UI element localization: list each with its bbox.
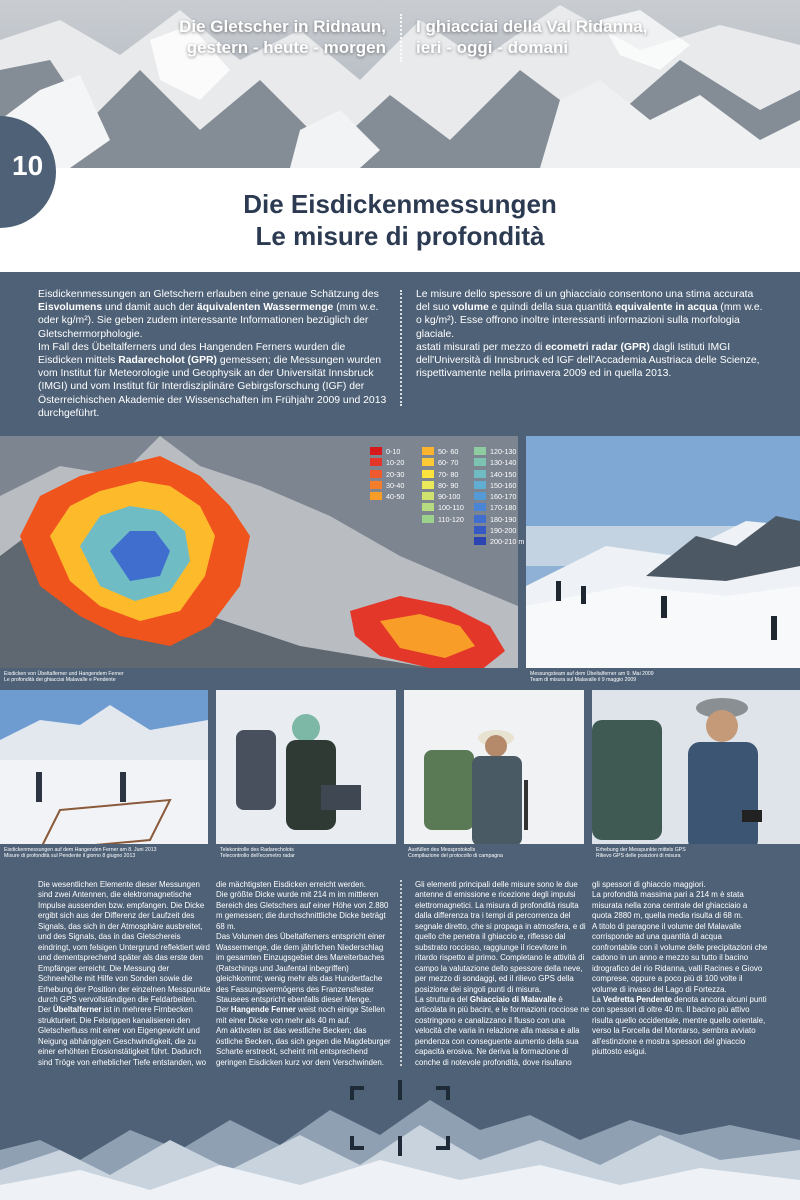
ice-thickness-map [0, 436, 525, 686]
intro-text-it: Le misure dello spessore di un ghiacciaio consentono una stima accurata del suo volume e quindi della sua quantità equivalente in acqua (mm w.e. o kg/m²). Esse offrono inoltre interessanti informazioni sulla morfologia glaciale. astati misurati per mezzo di ecometri radar (GPR) dagli Istituti IMGI dell'Università di Innsbruck ed IGF dell'Accademia Austriaca delle Scienze, rispettivamente nella primavera 2009 ed in quella 2013. [416, 289, 763, 380]
legend-label: 80- 90 [438, 480, 459, 490]
legend-label: 180-190 [490, 514, 517, 524]
legend-swatch [370, 447, 382, 455]
header-mountain-photo [0, 0, 800, 168]
legend-swatch [370, 458, 382, 466]
legend-label: 110-120 [438, 514, 464, 524]
legend-label: 130-140 [490, 458, 517, 468]
body-divider [400, 880, 402, 1066]
legend-label: 50- 60 [438, 447, 459, 456]
legend-label: 20-30 [386, 469, 405, 479]
legend-entry [474, 536, 524, 547]
legend-entry [474, 514, 524, 525]
team-photo [526, 436, 800, 686]
legend-entry [370, 480, 404, 491]
p2-caption: Telekontrolle des Radarecholots Telecontrollo dell'ecometro radar [220, 846, 295, 859]
legend-swatch [474, 515, 486, 523]
legend-label: 190-200 [490, 526, 517, 536]
header-title-it-line1: I ghiacciai della Val Ridanna, [416, 17, 648, 36]
legend-swatch [474, 503, 486, 511]
legend-label: 40-50 [386, 492, 405, 502]
legend-label: 120-130 [490, 447, 517, 456]
map-caption: Eisdicken von Übeltalferner und Hangendem Ferner Le profondità dei ghiacciai Malavalle e Pendente [4, 670, 124, 683]
page-title-de: Die Eisdickenmessungen [243, 189, 557, 219]
legend-swatch [422, 481, 434, 489]
legend-swatch [474, 526, 486, 534]
legend-col-3 [474, 446, 524, 548]
body-col-it-1: Gli elementi principali delle misure sono le due antenne di emissione e ricezione degli impulsi elettromagnetici. La misura di profondità risulta dalla differenza tra i tempi di percorrenza del segnale diretto, che si propaga in atmosfera, e di quello che penetra il ghiaccio e, riflesso dal substrato roccioso, raggiunge il ricevitore in ritardo rispetto al primo. Completano le attività di campo la valutazione dello spessore della neve, per mezzo di sondaggi, ed il rilievo GPS della posizione dei singoli punti di misura. La struttura del Ghiacciaio di Malavalle è articolata in più bacini, e le formazioni rocciose ne costringono e canalizzano il flusso con una velocità che varia in relazione alla massa e alla pendenza con conseguente aumento della sua capacità erosiva. Ne deriva la formazione di conche di notevole profondità, dove risultano [415, 880, 590, 1067]
legend-swatch [474, 447, 486, 455]
body-col-it-2: gli spessori di ghiaccio maggiori. La profondità massima pari a 214 m è stata misurata nella zona centrale del ghiacciaio a quota 2880 m, quella media risulta di 68 m. A titolo di paragone il volume del Malavalle corrisponde ad una quantità di acqua confrontabile con il volume delle precipitazioni che cadono in un anno e mezzo su tutto il bacino idrografico del rio Ridanna, valli Racines e Giovo comprese, oppure a poco più di 100 volte il volume di invaso del Lago di Fortezza. La Vedretta Pendente denota ancora alcuni punti con spessori di oltre 40 m. Il bacino più attivo risulta quello occidentale, mentre quello orientale, verso la Forcella del Montarso, sembra avviato all'estinzione e mostra spessori del ghiaccio piuttosto esigui. [592, 880, 768, 1057]
legend-swatch [370, 492, 382, 500]
legend-entry [370, 446, 404, 457]
legend-entry [474, 457, 524, 468]
p1-caption: Eisdickenmessungen auf dem Hangenden Ferner am 8. Juni 2013 Misure di profondità sul Pendente il giorno 8 giugno 2013 [4, 846, 157, 859]
legend-entry [474, 502, 524, 513]
header-title-it [416, 16, 647, 58]
header-title-de-line1: Die Gletscher in Ridnaun, [179, 17, 386, 36]
legend-swatch [474, 470, 486, 478]
legend-entry [474, 491, 524, 502]
legend-entry [422, 469, 464, 480]
legend-swatch [474, 458, 486, 466]
legend-label: 90-100 [438, 492, 461, 502]
legend-entry [370, 469, 404, 480]
legend-swatch [422, 492, 434, 500]
photo-gps [592, 690, 800, 862]
body-col-de-1: Die wesentlichen Elemente dieser Messungen sind zwei Antennen, die elektromagnetische Impulse aussenden bzw. empfangen. Die Dicke ergibt sich aus der Differenz der Laufzeit des Signals, das sich in der Atmosphäre ausbreitet, und des Signals, das in das Gletschereis eindringt, vom felsigen Untergrund reflektiert wird und dementsprechend später als das erste den Empfänger erreicht. Die Messung der Schneehöhe mit Hilfe von Sonden sowie die Erhebung der Position der einzelnen Messpunkte durch GPS vervollständigen die Feldarbeiten. Der Übeltalferner ist in mehrere Firnbecken strukturiert. Die Felsrippen kanalisieren den Gletscherfluss mit einer von Eigengewicht und Neigung abhängigen Geschwindigkeit, die zu einer erhöhten Erosionstätigkeit führt. Dadurch sind Tröge von erheblicher Tiefe entstanden, wo [38, 880, 211, 1067]
legend-label: 100-110 [438, 503, 464, 513]
legend-entry [370, 491, 404, 502]
legend-label: 70- 80 [438, 469, 459, 479]
photo-protocol [404, 690, 584, 862]
legend-swatch [370, 470, 382, 478]
legend-label: 140-150 [490, 469, 517, 479]
legend-entry [370, 457, 404, 468]
legend-swatch [422, 470, 434, 478]
page-title-it: Le misure di profondità [255, 221, 545, 251]
legend-swatch [422, 447, 434, 455]
page-title [0, 188, 800, 252]
legend-entry [474, 480, 524, 491]
header-title-de-line2: gestern - heute - morgen [186, 38, 386, 57]
header-divider [400, 14, 402, 62]
legend-label: 150-160 [490, 480, 517, 490]
radar-photo-illustration [216, 690, 396, 862]
team-caption: Messungsteam auf dem Übeltalferner am 9. Mai 2009 Team di misura sul Malavalle il 9 maggio 2009 [530, 670, 654, 683]
legend-label: 60- 70 [438, 458, 459, 468]
legend-swatch [474, 537, 486, 545]
legend-entry [474, 446, 524, 457]
legend-label: 170-180 [490, 503, 517, 513]
legend-entry [422, 457, 464, 468]
header-title-it-line2: ieri - oggi - domani [416, 38, 569, 57]
legend-entry [474, 469, 524, 480]
body-col-de-2: die mächtigsten Eisdicken erreicht werden. Die größte Dicke wurde mit 214 m im mittleren Bereich des Gletschers auf einer Höhe von 2.880 m gemessen; die durchschnittliche Dicke beträgt 68 m. Das Volumen des Übeltalferners entspricht einer Wassermenge, die dem jährlichen Niederschlag im gesamten Einzugsgebiet des Mareiterbaches (Ratschings und Jaufental inbegriffen) gleichkommt; wenig mehr als das Hundertfache des Fassungsvermögens des Franzensfester Stausees entspricht ebenfalls dieser Menge. Der Hangende Ferner weist noch einige Stellen mit einer Dicke von mehr als 40 m auf. Am aktivsten ist das westliche Becken; das östliche Becken, das sich gegen die Magdeburger Scharte erstreckt, scheint mit entsprechend geringen Eisdicken kurz vor dem Verschwinden. [216, 880, 391, 1067]
legend-entry [422, 491, 464, 502]
legend-swatch [422, 503, 434, 511]
legend-col-2 [422, 446, 464, 525]
legend-label: 10-20 [386, 458, 405, 468]
header-title-de [172, 16, 386, 58]
legend-swatch [422, 515, 434, 523]
legend-entry [474, 525, 524, 536]
legend-swatch [422, 458, 434, 466]
photo-radar-control [216, 690, 396, 862]
intro-divider [400, 290, 402, 406]
legend-label: 30-40 [386, 480, 405, 490]
legend-label: 160-170 [490, 492, 517, 502]
legend-label: 0-10 [386, 447, 401, 456]
legend-swatch [370, 481, 382, 489]
photo-measurement-field [0, 690, 208, 862]
p4-caption: Erhebung der Messpunkte mittels GPS Rilievo GPS delle posizioni di misura [596, 846, 686, 859]
legend-entry [422, 502, 464, 513]
gps-photo-illustration [592, 690, 800, 862]
legend-swatch [474, 492, 486, 500]
legend-entry [422, 446, 464, 457]
badge-number: 10 [12, 150, 44, 181]
team-photo-illustration [526, 436, 800, 686]
legend-label: 200-210 m [490, 537, 525, 547]
protocol-photo-illustration [404, 690, 584, 862]
legend-swatch [474, 481, 486, 489]
legend-entry [422, 480, 464, 491]
intro-text-de: Eisdickenmessungen an Gletschern erlauben eine genaue Schätzung des Eisvolumens und damit auch der äquivalenten Wassermenge (mm w.e. oder kg/m²). Sie geben zudem interessante Informationen bezüglich der Gletschermorphologie. Im Fall des Übeltalferners und des Hangenden Ferners wurden die Eisdicken mittels Radarecholot (GPR) gemessen; die Messungen wurden vom Institut für Meteorologie und Geophysik an der Universität Innsbruck (IMGI) und vom Institut für Interdisziplinäre Gebirgsforschung (IGF) der Österreichischen Akademie der Wissenschaften im Frühjahr 2009 und 2013 durchgeführt. [38, 289, 387, 419]
footer-mountains [0, 1080, 800, 1200]
field-photo-illustration [0, 690, 208, 862]
legend-col-1 [370, 446, 404, 502]
legend-entry [422, 514, 464, 525]
p3-caption: Ausfüllen des Messprotokolls Compilazione del protocollo di campagna [408, 846, 503, 859]
